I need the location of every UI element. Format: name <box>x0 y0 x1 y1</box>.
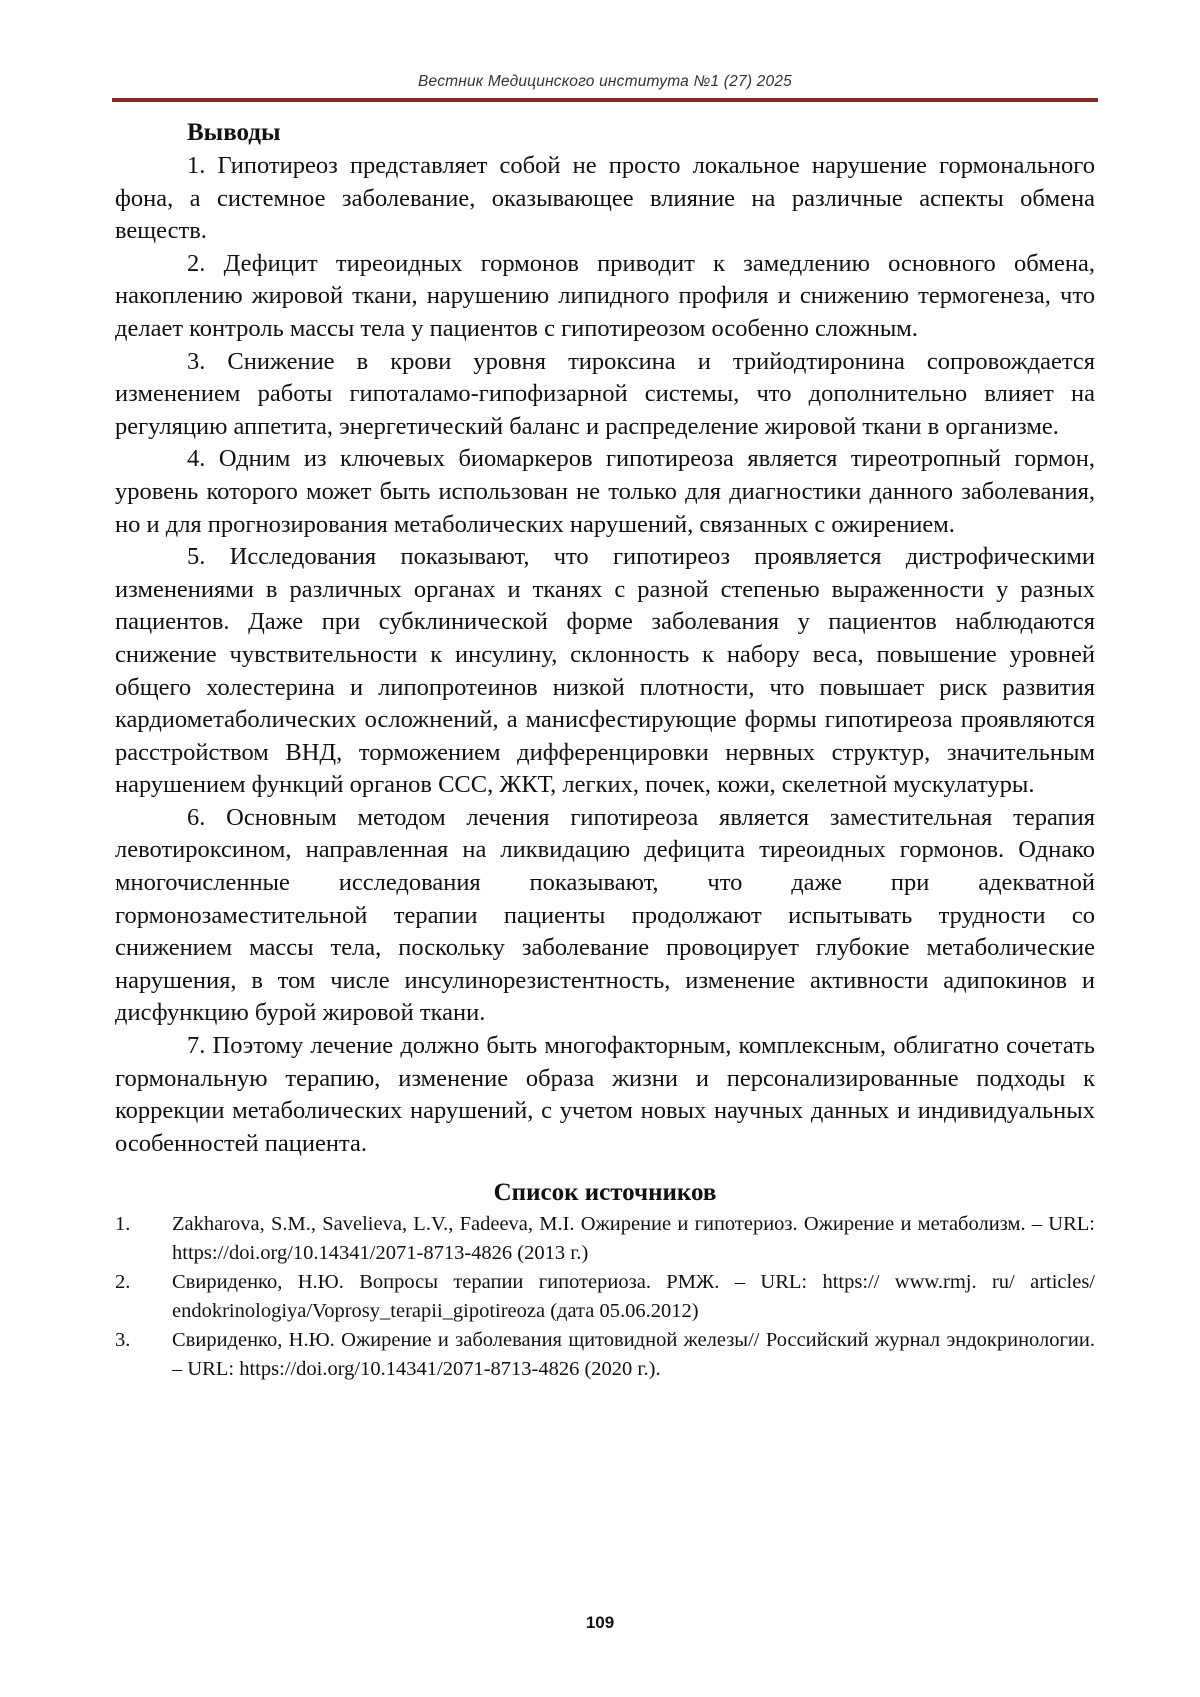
reference-text: Свириденко, Н.Ю. Ожирение и заболевания щитовидной железы// Российский журнал эндокринологии. – URL: https://doi.org/10.14341/2071-8713-4826 (2020 г.). <box>172 1329 1095 1381</box>
conclusion-item: 3. Снижение в крови уровня тироксина и трийодтиронина сопровождается изменением работы гипоталамо-гипофизарной системы, что дополнительно влияет на регуляцию аппетита, энергетический баланс и распределение жировой ткани в организме. <box>115 347 1095 440</box>
conclusion-item: 6. Основным методом лечения гипотиреоза является заместительная терапия левотироксином, направленная на ликвидацию дефицита тиреоидных гормонов. Однако многочисленные исследования показывают, что даже при адекватной гормонозаместительной терапии пациенты продолжают испытывать трудности со снижением массы тела, поскольку заболевание провоцирует глубокие метаболические нарушения, в том числе инсулинорезистентность, изменение активности адипокинов и дисфункцию бурой жировой ткани. <box>115 803 1095 1027</box>
main-content <box>115 116 1095 1384</box>
running-title: Вестник Медицинского института №1 (27) 2025 <box>418 73 792 90</box>
conclusion-item: 1. Гипотиреоз представляет собой не просто локальное нарушение гормонального фона, а системное заболевание, оказывающее влияние на различные аспекты обмена веществ. <box>115 152 1095 245</box>
page-number: 109 <box>585 1613 615 1632</box>
reference-text: Zakharova, S.M., Savelieva, L.V., Fadeeva, M.I. Ожирение и гипотериоз. Ожирение и метаболизм. – URL: https://doi.org/10.14341/2071-8713-4826 (2013 г.) <box>172 1213 1095 1265</box>
reference-item <box>115 1210 1095 1268</box>
reference-item <box>115 1268 1095 1326</box>
header-rule <box>112 98 1098 102</box>
references-heading: Список источников <box>493 1179 717 1207</box>
reference-number: 2. <box>115 1271 131 1294</box>
reference-number: 1. <box>115 1213 131 1236</box>
conclusion-item: 2. Дефицит тиреоидных гормонов приводит к замедлению основного обмена, накоплению жировой ткани, нарушению липидного профиля и снижению термогенеза, что делает контроль массы тела у пациентов с гипотиреозом особенно сложным. <box>115 249 1095 342</box>
conclusion-item: 7. Поэтому лечение должно быть многофакторным, комплексным, облигатно сочетать гормональную терапию, изменение образа жизни и персонализированные подходы к коррекции метаболических нарушений, с учетом новых научных данных и индивидуальных особенностей пациента. <box>115 1032 1095 1157</box>
conclusion-item: 4. Одним из ключевых биомаркеров гипотиреоза является тиреотропный гормон, уровень которого может быть использован не только для диагностики данного заболевания, но и для прогнозирования метаболических нарушений, связанных с ожирением. <box>115 445 1095 538</box>
reference-item <box>115 1326 1095 1384</box>
conclusion-item: 5. Исследования показывают, что гипотиреоз проявляется дистрофическими изменениями в различных органах и тканях с разной степенью выраженности у разных пациентов. Даже при субклинической форме заболевания у пациентов наблюдаются снижение чувствительности к инсулину, склонность к набору веса, повышение уровней общего холестерина и липопротеинов низкой плотности, что повышает риск развития кардиометаболических осложнений, а манисфестирующие формы гипотиреоза проявляются расстройством ВНД, торможением дифференцировки нервных структур, значительным нарушением функций органов ССС, ЖКТ, легких, почек, кожи, скелетной мускулатуры. <box>115 543 1095 799</box>
reference-text: Свириденко, Н.Ю. Вопросы терапии гипотериоза. РМЖ. – URL: https:// www.rmj. ru/ articles/ endokrinologiya/Voprosy_terapii_gipotireoza (дата 05.06.2012) <box>172 1271 1095 1323</box>
reference-number: 3. <box>115 1329 131 1352</box>
conclusions-heading: Выводы <box>187 119 281 146</box>
